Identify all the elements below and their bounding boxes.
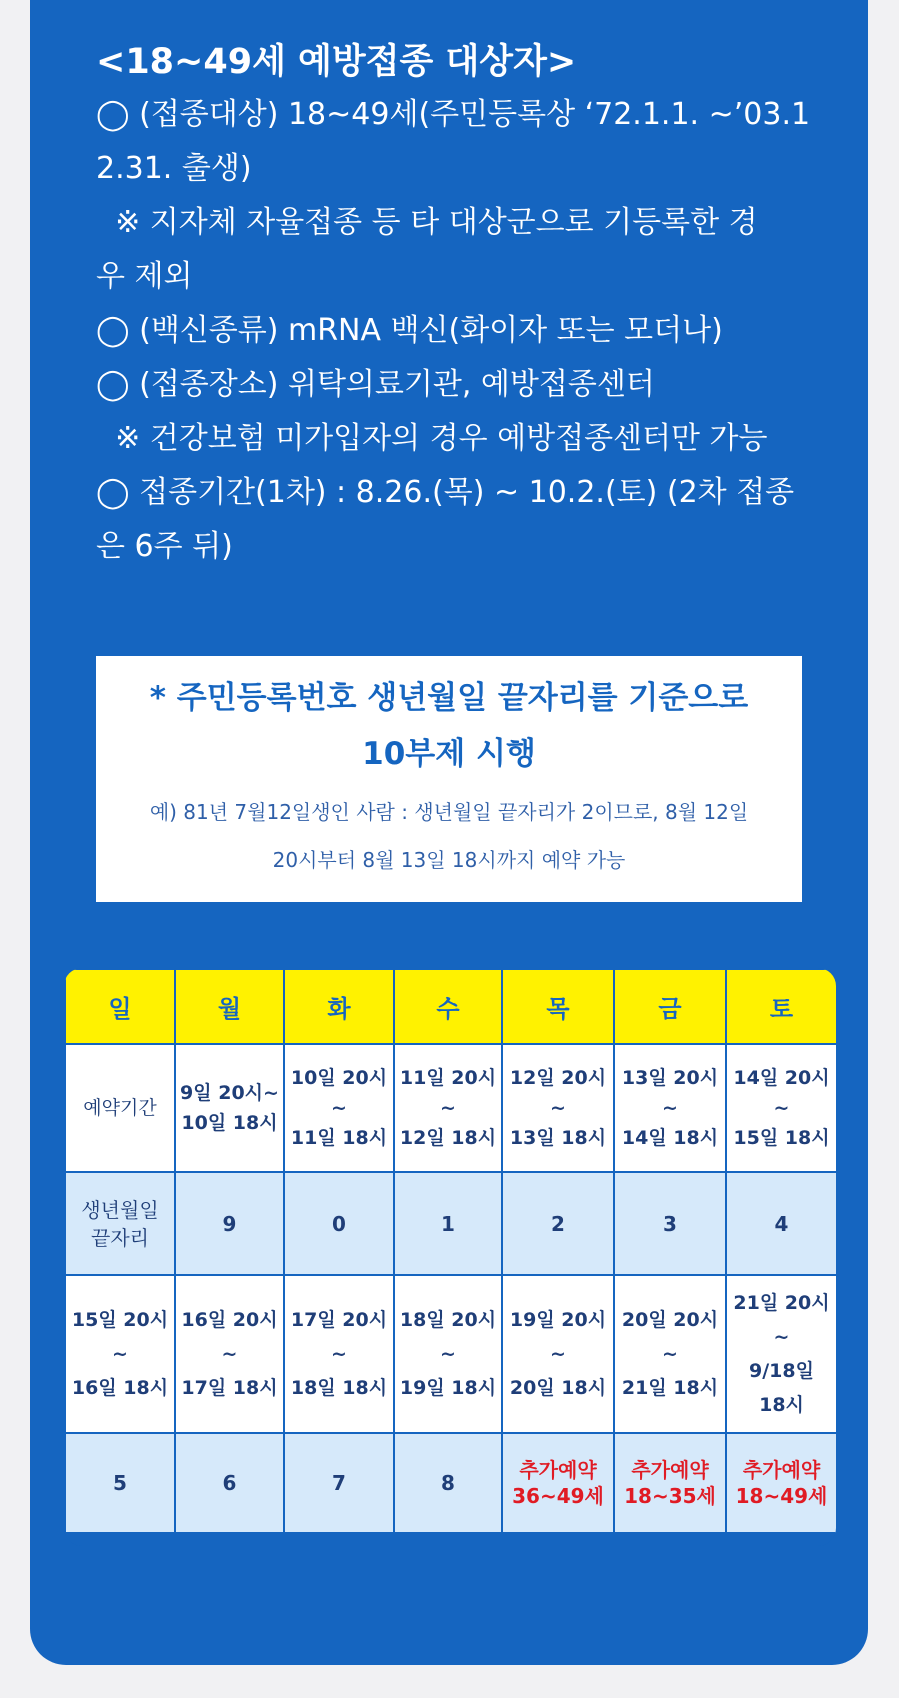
period-separator: ~ xyxy=(662,1097,678,1119)
period-separator: ~ xyxy=(440,1343,456,1365)
period-separator: ~ xyxy=(550,1343,566,1365)
period-cell xyxy=(502,1275,614,1433)
reservation-calendar xyxy=(64,968,836,1546)
period-end: 17일 18시 xyxy=(181,1377,278,1399)
reservation-period-row-2 xyxy=(65,1275,836,1433)
notice-example-line1: 예) 81년 7월12일생인 사람 : 생년월일 끝자리가 2이므로, 8월 12일 xyxy=(149,800,749,824)
period-end: 18시 xyxy=(759,1394,804,1416)
period-end: 15일 18시 xyxy=(733,1127,830,1149)
calendar-table xyxy=(64,968,836,1534)
period-cell xyxy=(394,1275,502,1433)
info-line: ◯ 접종기간(1차) : 8.26.(목) ~ 10.2.(토) (2차 접종 xyxy=(96,475,795,510)
period-separator: ~ xyxy=(331,1343,347,1365)
period-start: 20일 20시 xyxy=(621,1309,719,1331)
period-end: 10일 18시 xyxy=(181,1112,278,1134)
row-label-reservation-period: 예약기간 xyxy=(65,1044,175,1172)
weekday-mon: 월 xyxy=(175,969,284,1044)
weekday-sun: 일 xyxy=(65,969,175,1044)
target-info-section xyxy=(96,36,816,574)
period-start: 17일 20시 xyxy=(290,1309,388,1331)
extra-age-range: 18~35세 xyxy=(624,1484,716,1508)
row-label-birth-digit xyxy=(65,1172,175,1275)
section-heading: <18~49세 예방접종 대상자> xyxy=(96,42,577,82)
period-separator: ~ xyxy=(331,1097,347,1119)
period-start: 15일 20시 xyxy=(71,1309,169,1331)
extra-reservation-cell xyxy=(614,1433,726,1533)
period-cell xyxy=(284,1275,394,1433)
period-end: 19일 18시 xyxy=(399,1377,497,1399)
info-line: 우 제외 xyxy=(96,259,193,294)
extra-age-range: 18~49세 xyxy=(735,1484,828,1508)
period-cell xyxy=(284,1044,394,1172)
extra-reservation-cell xyxy=(726,1433,836,1533)
weekday-fri: 금 xyxy=(614,969,726,1044)
period-cell xyxy=(614,1044,726,1172)
period-cell xyxy=(614,1275,726,1433)
period-date: 9/18일 xyxy=(749,1360,814,1382)
period-separator: ~ xyxy=(440,1097,456,1119)
birth-digit-cell: 7 xyxy=(284,1433,394,1533)
weekday-tue: 화 xyxy=(284,969,394,1044)
info-line: 2.31. 출생) xyxy=(96,151,252,186)
period-separator: ~ xyxy=(221,1343,238,1365)
info-line: ◯ (접종장소) 위탁의료기관, 예방접종센터 xyxy=(96,367,655,402)
period-start: 11일 20시 xyxy=(399,1067,497,1089)
ten-day-rotation-notice xyxy=(96,656,802,902)
period-separator: ~ xyxy=(550,1097,566,1119)
weekday-header-row xyxy=(65,969,836,1044)
birth-digit-row-2 xyxy=(65,1433,836,1533)
birth-digit-cell: 5 xyxy=(65,1433,175,1533)
period-end: 14일 18시 xyxy=(621,1127,719,1149)
period-start: 9일 20시~ xyxy=(180,1082,279,1104)
info-line: 은 6주 뒤) xyxy=(96,529,233,564)
period-end: 13일 18시 xyxy=(509,1127,607,1149)
birth-digit-row-1 xyxy=(65,1172,836,1275)
weekday-sat: 토 xyxy=(726,969,836,1044)
weekday-thu: 목 xyxy=(502,969,614,1044)
extra-reservation-cell xyxy=(502,1433,614,1533)
period-separator: ~ xyxy=(112,1343,128,1365)
period-end: 21일 18시 xyxy=(621,1377,719,1399)
info-line: ◯ (접종대상) 18~49세(주민등록상 ‘72.1.1. ~’03.1 xyxy=(96,97,811,132)
period-cell xyxy=(175,1044,284,1172)
period-end: 11일 18시 xyxy=(290,1127,388,1149)
notice-title-line1: * 주민등록번호 생년월일 끝자리를 기준으로 xyxy=(149,680,749,716)
info-line: ※ 지자체 자율접종 등 타 대상군으로 기등록한 경 xyxy=(96,205,758,240)
info-line: ※ 건강보험 미가입자의 경우 예방접종센터만 가능 xyxy=(96,421,768,456)
birth-digit-cell: 0 xyxy=(284,1172,394,1275)
period-end: 18일 18시 xyxy=(290,1377,388,1399)
period-start: 21일 20시~ xyxy=(733,1292,830,1348)
weekday-wed: 수 xyxy=(394,969,502,1044)
period-end: 20일 18시 xyxy=(509,1377,607,1399)
period-end: 12일 18시 xyxy=(399,1127,497,1149)
label-line: 생년월일 xyxy=(81,1197,159,1222)
extra-label: 추가예약 xyxy=(519,1458,597,1482)
extra-label: 추가예약 xyxy=(742,1458,821,1482)
period-cell xyxy=(726,1275,836,1433)
period-end: 16일 18시 xyxy=(71,1377,169,1399)
period-start: 19일 20시 xyxy=(509,1309,607,1331)
notice-example-line2: 20시부터 8월 13일 18시까지 예약 가능 xyxy=(272,848,626,872)
period-start: 14일 20시~ xyxy=(733,1067,830,1119)
period-cell xyxy=(65,1275,175,1433)
extra-label: 추가예약 xyxy=(631,1458,709,1482)
birth-digit-cell: 4 xyxy=(726,1172,836,1275)
birth-digit-cell: 3 xyxy=(614,1172,726,1275)
birth-digit-cell: 2 xyxy=(502,1172,614,1275)
label-line: 끝자리 xyxy=(91,1225,149,1250)
period-cell xyxy=(175,1275,284,1433)
period-cell xyxy=(726,1044,836,1172)
birth-digit-cell: 6 xyxy=(175,1433,284,1533)
period-cell xyxy=(394,1044,502,1172)
period-start: 13일 20시 xyxy=(621,1067,719,1089)
birth-digit-cell: 9 xyxy=(175,1172,284,1275)
period-start: 12일 20시 xyxy=(509,1067,607,1089)
period-cell xyxy=(502,1044,614,1172)
period-start: 16일 20시 xyxy=(181,1309,278,1331)
birth-digit-cell: 8 xyxy=(394,1433,502,1533)
birth-digit-cell: 1 xyxy=(394,1172,502,1275)
extra-age-range: 36~49세 xyxy=(512,1484,604,1508)
notice-title-line2: 10부제 시행 xyxy=(362,736,536,772)
info-line: ◯ (백신종류) mRNA 백신(화이자 또는 모더나) xyxy=(96,313,723,348)
period-start: 10일 20시 xyxy=(290,1067,388,1089)
reservation-period-row-1 xyxy=(65,1044,836,1172)
period-separator: ~ xyxy=(662,1343,678,1365)
period-start: 18일 20시 xyxy=(399,1309,497,1331)
